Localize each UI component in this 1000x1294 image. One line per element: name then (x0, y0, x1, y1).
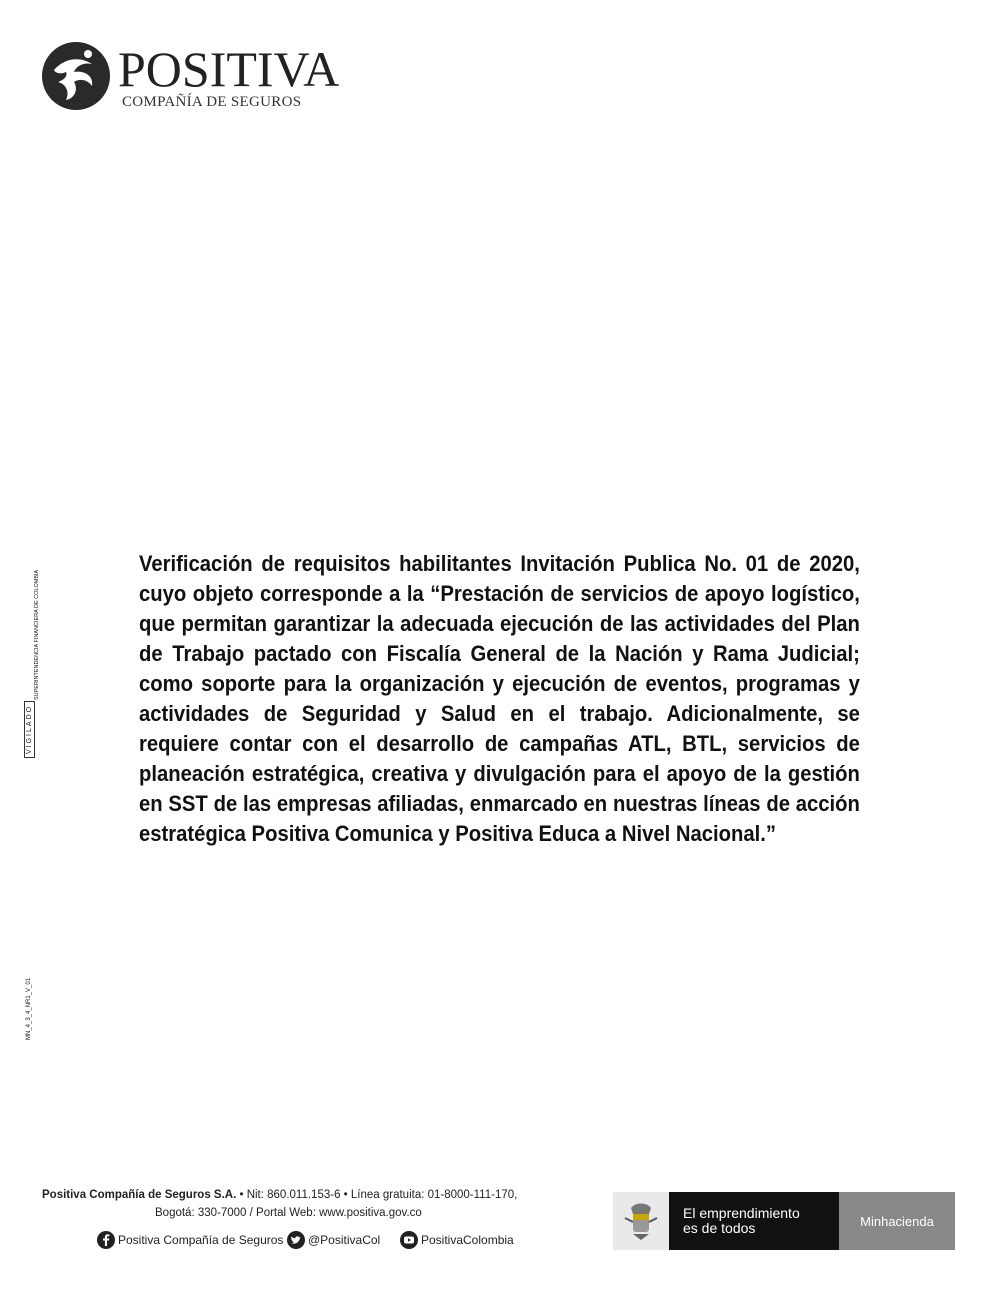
footer-info-line1 (42, 1189, 517, 1201)
facebook-link[interactable] (97, 1230, 283, 1250)
twitter-label: @PositivaCol (308, 1233, 381, 1247)
main-paragraph: Verificación de requisitos habilitantes Invitación Publica No. 01 de 2020, cuyo objeto corresponde a la “Prestación de servicios de apoyo logístico, que permitan garantizar la adecuada ejecución de las actividades del Plan de Trabajo pactado con Fiscalía General de la Nación y Rama Judicial; como soporte para la organización y ejecución de eventos, programas y actividades de Seguridad y Salud en el trabajo. Adicionalmente, se requiere contar con el desarrollo de campañas ATL, BTL, servicios de planeación estratégica, creativa y divulgación para el apoyo de la gestión en SST de las empresas afiliadas, enmarcado en nuestras líneas de acción estratégica Positiva Comunica y Positiva Educa a Nivel Nacional.” (139, 551, 860, 846)
government-banner (613, 1192, 955, 1250)
positiva-emblem-icon (40, 40, 112, 112)
ministry-label: Minhacienda (839, 1192, 955, 1250)
youtube-link[interactable] (400, 1230, 514, 1250)
document-code: MN_4_3_4_NR1_V_01 (26, 977, 32, 1040)
youtube-label: PositivaColombia (421, 1233, 514, 1247)
colombia-coat-of-arms-icon (613, 1192, 669, 1250)
facebook-label: Positiva Compañía de Seguros (118, 1233, 284, 1247)
gov-slogan-line2: es de todos (683, 1220, 756, 1236)
footer-info-line2: Bogotá: 330-7000 / Portal Web: www.positiva.gov.co (155, 1207, 422, 1219)
vigilado-label: VIGILADO (24, 701, 35, 758)
gov-slogan (669, 1192, 839, 1250)
twitter-link[interactable] (287, 1230, 380, 1250)
footer-nit: • Nit: 860.011.153-6 • Línea gratuita: 01-8000-111-170, (236, 1189, 518, 1201)
company-logo (40, 40, 340, 116)
company-subtitle: COMPAÑÍA DE SEGUROS (122, 94, 302, 110)
facebook-icon (97, 1231, 115, 1249)
vigilado-stamp (22, 569, 42, 758)
superintendencia-label: SUPERINTENDENCIA FINANCIERA DE COLOMBIA (34, 569, 40, 700)
company-name: POSITIVA (118, 41, 340, 97)
gov-slogan-line1: El emprendimiento (683, 1205, 800, 1221)
youtube-icon (400, 1231, 418, 1249)
footer-company: Positiva Compañía de Seguros S.A. (42, 1189, 237, 1201)
twitter-icon (287, 1231, 305, 1249)
